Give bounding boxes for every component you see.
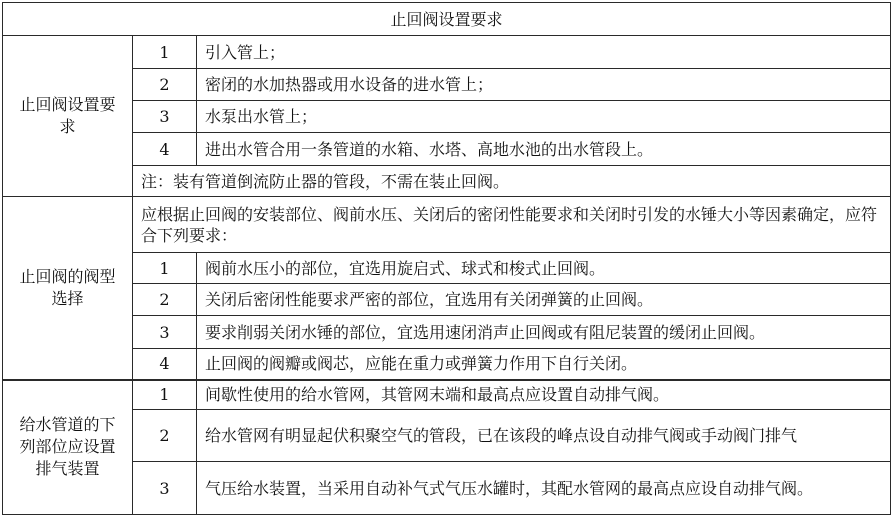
- item-text: 密闭的水加热器或用水设备的进水管上；: [197, 69, 891, 101]
- item-text: 气压给水装置，当采用自动补气式气压水罐时，其配水管网的最高点应设自动排气阀。: [197, 462, 891, 515]
- table-title: 止回阀设置要求: [3, 3, 891, 36]
- table-row: [3, 133, 891, 166]
- item-text: 关闭后密闭性能要求严密的部位，宜选用有关闭弹簧的止回阀。: [197, 284, 891, 316]
- item-number: 3: [133, 101, 197, 133]
- item-number: 2: [133, 284, 197, 316]
- section-category: 给水管道的下列部位应设置排气装置: [3, 380, 133, 515]
- table-row: [3, 284, 891, 316]
- item-text: 水泵出水管上；: [197, 101, 891, 133]
- item-text: 要求削弱关闭水锤的部位，宜选用速闭消声止回阀或有阻尼装置的缓闭止回阀。: [197, 316, 891, 349]
- table-row: [3, 380, 891, 410]
- table-row: [3, 69, 891, 101]
- item-number: 1: [133, 380, 197, 410]
- item-number: 3: [133, 316, 197, 349]
- title-row: [3, 3, 891, 36]
- section-category: 止回阀的阀型选择: [3, 197, 133, 380]
- requirements-table-wrapper: [2, 2, 891, 515]
- table-row: [3, 101, 891, 133]
- item-number: 2: [133, 69, 197, 101]
- table-row: [3, 349, 891, 380]
- section-intro: 应根据止回阀的安装部位、阀前水压、关闭后的密闭性能要求和关闭时引发的水锤大小等因素确定，应符合下列要求：: [133, 197, 891, 253]
- check-valve-requirements-table: [2, 2, 891, 515]
- item-number: 1: [133, 253, 197, 284]
- item-text: 间歇性使用的给水管网，其管网末端和最高点应设置自动排气阀。: [197, 380, 891, 410]
- item-text: 阀前水压小的部位，宜选用旋启式、球式和梭式止回阀。: [197, 253, 891, 284]
- section-category: 止回阀设置要求: [3, 36, 133, 197]
- item-number: 2: [133, 410, 197, 462]
- item-text: 给水管网有明显起伏积聚空气的管段，已在该段的峰点设自动排气阀或手动阀门排气: [197, 410, 891, 462]
- item-number: 4: [133, 133, 197, 166]
- table-row: [3, 36, 891, 69]
- item-text: 止回阀的阀瓣或阀芯，应能在重力或弹簧力作用下自行关闭。: [197, 349, 891, 380]
- section-note: 注：装有管道倒流防止器的管段，不需在装止回阀。: [133, 166, 891, 197]
- item-text: 引入管上；: [197, 36, 891, 69]
- table-row: [3, 253, 891, 284]
- table-row: [3, 410, 891, 462]
- table-row: [3, 462, 891, 515]
- table-row: [3, 316, 891, 349]
- note-row: [3, 166, 891, 197]
- item-text: 进出水管合用一条管道的水箱、水塔、高地水池的出水管段上。: [197, 133, 891, 166]
- table-row: [3, 197, 891, 253]
- item-number: 1: [133, 36, 197, 69]
- item-number: 4: [133, 349, 197, 380]
- item-number: 3: [133, 462, 197, 515]
